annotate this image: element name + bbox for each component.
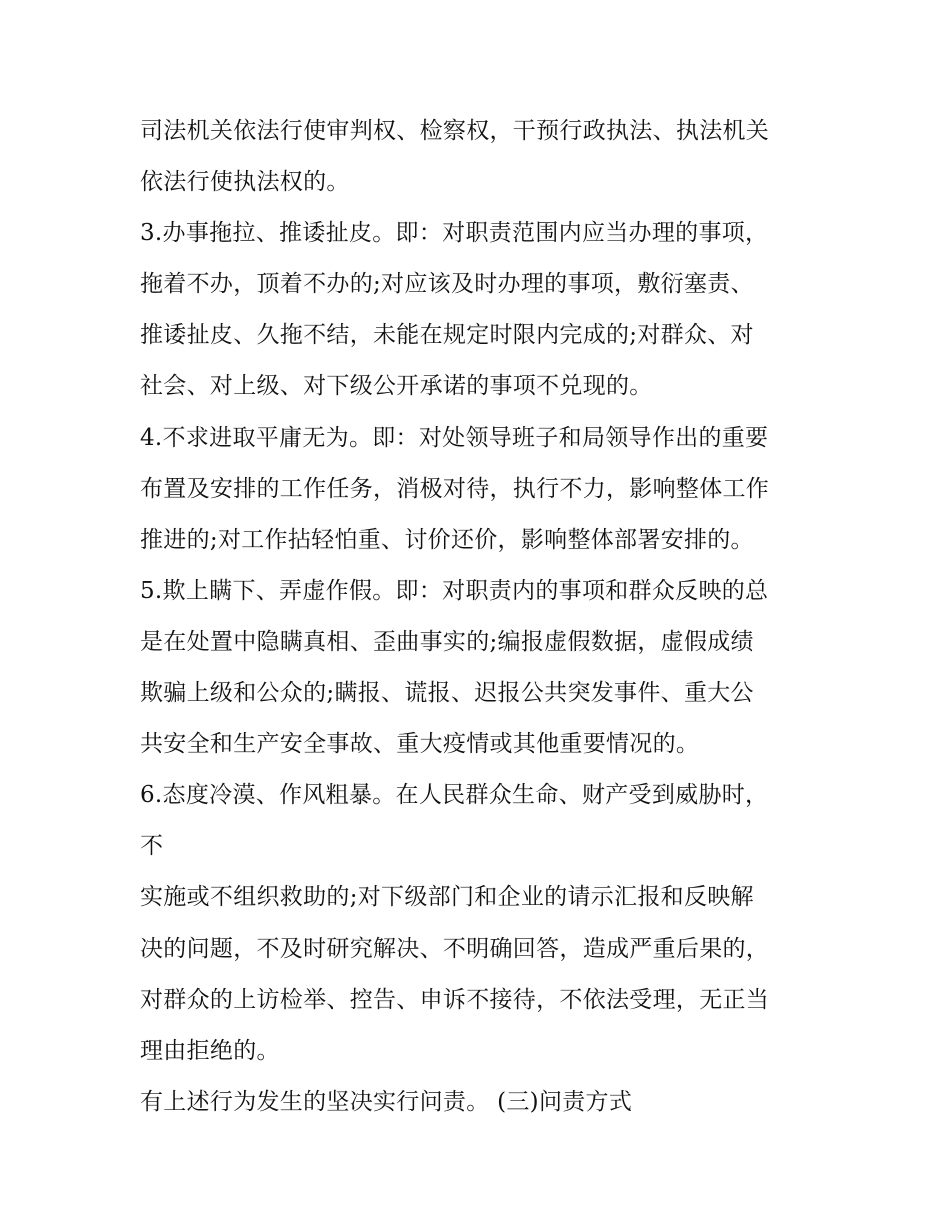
text-line-8: 布置及安排的工作任务，消极对待，执行不力，影响整体工作: [140, 475, 770, 502]
text-line-16: 实施或不组织救助的;对下级部门和企业的请示汇报和反映解: [140, 884, 754, 911]
text-line-1: 司法机关依法行使审判权、检察权，干预行政执法、执法机关: [140, 118, 770, 144]
text-line-10: 5.欺上瞒下、弄虚作假。即：对职责内的事项和群众反映的总: [140, 577, 769, 604]
text-line-7: 4.不求进取平庸无为。即：对处领导班子和局领导作出的重要: [140, 424, 769, 451]
text-line-6: 社会、对上级、对下级公开承诺的事项不兑现的。: [140, 373, 653, 400]
text-line-3: 3.办事拖拉、推诿扯皮。即：对职责范围内应当办理的事项，: [140, 220, 769, 247]
document-body: [140, 106, 820, 1128]
text-line-19: 理由拒绝的。: [140, 1037, 280, 1064]
text-line-4: 拖着不办，顶着不办的;对应该及时办理的事项，敷衍塞责、: [140, 271, 754, 298]
text-line-9: 推进的;对工作拈轻怕重、讨价还价，影响整体部署安排的。: [140, 526, 754, 553]
text-line-14: 6.态度冷漠、作风粗暴。在人民群众生命、财产受到威胁时，: [140, 782, 769, 809]
text-line-11: 是在处置中隐瞒真相、歪曲事实的;编报虚假数据，虚假成绩: [140, 628, 754, 655]
text-line-20: 有上述行为发生的坚决实行问责。 (三)问责方式: [140, 1088, 633, 1115]
text-line-5: 推诿扯皮、久拖不结，未能在规定时限内完成的;对群众、对: [140, 322, 754, 349]
text-line-13: 共安全和生产安全事故、重大疫情或其他重要情况的。: [140, 731, 700, 758]
text-line-18: 对群众的上访检举、控告、申诉不接待，不依法受理，无正当: [140, 986, 770, 1013]
text-line-17: 决的问题，不及时研究解决、不明确回答，造成严重后果的，: [140, 935, 770, 962]
text-line-12: 欺骗上级和公众的;瞒报、谎报、迟报公共突发事件、重大公: [140, 680, 754, 707]
text-line-2: 依法行使执法权的。: [140, 169, 350, 196]
text-line-15: 不: [140, 833, 164, 860]
